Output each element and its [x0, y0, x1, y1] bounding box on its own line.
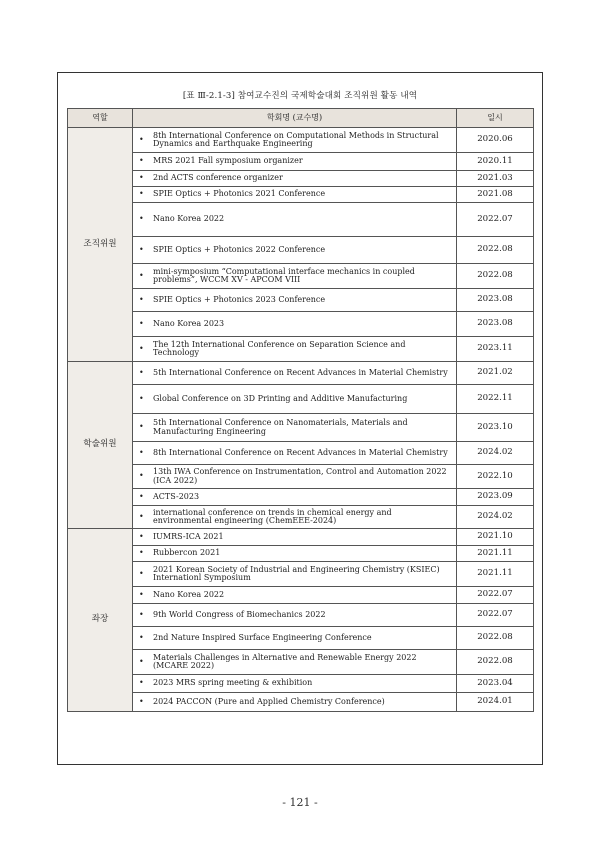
- conference-name: 5th International Conference on Nanomaterials, Materials and Manufacturing Engineering: [153, 418, 408, 436]
- conference-cell: [133, 675, 457, 693]
- table-row: [68, 627, 534, 650]
- conference-cell: [133, 414, 457, 442]
- conference-name: The 12th International Conference on Separation Science and Technology: [153, 339, 406, 357]
- date-cell: 2022.08: [457, 264, 534, 289]
- date-cell: 2022.08: [457, 650, 534, 675]
- table-row: [68, 546, 534, 562]
- date-cell: 2023.08: [457, 289, 534, 312]
- bullet-icon: •: [139, 589, 144, 599]
- role-cell: 조직위원: [68, 128, 133, 362]
- bullet-icon: •: [139, 367, 144, 377]
- table-row: [68, 385, 534, 414]
- conference-name: SPIE Optics + Photonics 2022 Conference: [153, 244, 326, 254]
- bullet-icon: •: [139, 511, 144, 521]
- conference-name: 5th International Conference on Recent Advances in Material Chemistry: [153, 367, 448, 377]
- table-row: [68, 171, 534, 187]
- bullet-icon: •: [139, 568, 144, 578]
- date-cell: 2022.11: [457, 385, 534, 414]
- table-header-row: [68, 109, 534, 128]
- bullet-icon: •: [139, 609, 144, 619]
- bullet-icon: •: [139, 173, 144, 183]
- table-row: [68, 187, 534, 203]
- conference-cell: [133, 587, 457, 604]
- header-conference: 학회명 (교수명): [133, 109, 457, 128]
- date-cell: 2021.02: [457, 362, 534, 385]
- role-cell: 좌장: [68, 529, 133, 712]
- table-row: [68, 312, 534, 337]
- bullet-icon: •: [139, 270, 144, 280]
- document-frame: [57, 72, 543, 765]
- date-cell: 2024.01: [457, 693, 534, 712]
- conference-cell: [133, 312, 457, 337]
- committee-activity-table: [67, 108, 534, 712]
- conference-name: SPIE Optics + Photonics 2023 Conference: [153, 294, 326, 304]
- bullet-icon: •: [139, 343, 144, 353]
- bullet-icon: •: [139, 678, 144, 688]
- date-cell: 2020.06: [457, 128, 534, 153]
- conference-name: Nano Korea 2022: [153, 589, 225, 599]
- conference-name: Global Conference on 3D Printing and Additive Manufacturing: [153, 393, 408, 403]
- table-row: [68, 529, 534, 546]
- table-row: [68, 362, 534, 385]
- bullet-icon: •: [139, 318, 144, 328]
- bullet-icon: •: [139, 156, 144, 166]
- conference-name: 2023 MRS spring meeting & exhibition: [153, 678, 313, 688]
- table-caption: [표 Ⅲ-2.1-3] 참여교수진의 국제학술대회 조직위원 활동 내역: [182, 91, 418, 101]
- table-row: [68, 562, 534, 587]
- bullet-icon: •: [139, 696, 144, 706]
- bullet-icon: •: [139, 491, 144, 501]
- conference-name: 8th International Conference on Recent Advances in Material Chemistry: [153, 447, 448, 457]
- conference-name: SPIE Optics + Photonics 2021 Conference: [153, 189, 326, 199]
- conference-name: ACTS-2023: [153, 491, 200, 501]
- conference-cell: [133, 489, 457, 506]
- date-cell: 2024.02: [457, 506, 534, 529]
- conference-name: 9th World Congress of Biomechanics 2022: [153, 609, 326, 619]
- date-cell: 2020.11: [457, 153, 534, 171]
- table-row: [68, 506, 534, 529]
- conference-name: Materials Challenges in Alternative and Renewable Energy 2022 (MCARE 2022): [153, 652, 417, 670]
- table-row: [68, 237, 534, 264]
- table-row: [68, 604, 534, 627]
- conference-cell: [133, 362, 457, 385]
- bullet-icon: •: [139, 244, 144, 254]
- conference-name: Nano Korea 2023: [153, 318, 225, 328]
- conference-cell: [133, 506, 457, 529]
- conference-cell: [133, 650, 457, 675]
- bullet-icon: •: [139, 447, 144, 457]
- bullet-icon: •: [139, 294, 144, 304]
- date-cell: 2022.08: [457, 237, 534, 264]
- bullet-icon: •: [139, 422, 144, 432]
- date-cell: 2024.02: [457, 442, 534, 465]
- table-row: [68, 442, 534, 465]
- date-cell: 2022.07: [457, 587, 534, 604]
- bullet-icon: •: [139, 656, 144, 666]
- conference-name: IUMRS-ICA 2021: [153, 531, 224, 541]
- conference-name: 2nd ACTS conference organizer: [153, 173, 283, 183]
- date-cell: 2021.11: [457, 546, 534, 562]
- table-row: [68, 128, 534, 153]
- conference-cell: [133, 289, 457, 312]
- table-row: [68, 693, 534, 712]
- conference-name: MRS 2021 Fall symposium organizer: [153, 156, 303, 166]
- conference-cell: [133, 153, 457, 171]
- conference-name: 8th International Conference on Computational Methods in Structural Dynamics and Earthquake Engineering: [153, 130, 439, 148]
- table-row: [68, 337, 534, 362]
- conference-name: Nano Korea 2022: [153, 214, 225, 224]
- conference-name: 2nd Nature Inspired Surface Engineering Conference: [153, 632, 372, 642]
- date-cell: 2021.11: [457, 562, 534, 587]
- table-row: [68, 465, 534, 489]
- conference-cell: [133, 442, 457, 465]
- conference-cell: [133, 465, 457, 489]
- conference-cell: [133, 562, 457, 587]
- conference-cell: [133, 627, 457, 650]
- date-cell: 2021.10: [457, 529, 534, 546]
- conference-name: 2021 Korean Society of Industrial and Engineering Chemistry (KSIEC) Internationl Symposium: [153, 564, 440, 582]
- table-row: [68, 587, 534, 604]
- table-row: [68, 203, 534, 237]
- conference-cell: [133, 187, 457, 203]
- date-cell: 2022.08: [457, 627, 534, 650]
- conference-cell: [133, 337, 457, 362]
- conference-cell: [133, 604, 457, 627]
- bullet-icon: •: [139, 134, 144, 144]
- conference-cell: [133, 385, 457, 414]
- date-cell: 2023.09: [457, 489, 534, 506]
- table-row: [68, 675, 534, 693]
- conference-cell: [133, 128, 457, 153]
- date-cell: 2022.10: [457, 465, 534, 489]
- page-number: - 121 -: [282, 796, 318, 809]
- date-cell: 2023.08: [457, 312, 534, 337]
- conference-name: international conference on trends in chemical energy and environmental engineering (ChemEEE-2024): [153, 507, 392, 525]
- bullet-icon: •: [139, 393, 144, 403]
- date-cell: 2021.03: [457, 171, 534, 187]
- table-row: [68, 650, 534, 675]
- table-body: [68, 128, 534, 712]
- date-cell: 2023.04: [457, 675, 534, 693]
- conference-name: mini-symposium “Computational interface mechanics in coupled problems”, WCCM XV - APCOM VIII: [153, 266, 415, 284]
- date-cell: 2022.07: [457, 604, 534, 627]
- conference-cell: [133, 546, 457, 562]
- table-row: [68, 153, 534, 171]
- header-date: 일시: [457, 109, 534, 128]
- bullet-icon: •: [139, 632, 144, 642]
- bullet-icon: •: [139, 531, 144, 541]
- date-cell: 2023.10: [457, 414, 534, 442]
- table-row: [68, 414, 534, 442]
- bullet-icon: •: [139, 189, 144, 199]
- header-role: 역할: [68, 109, 133, 128]
- date-cell: 2023.11: [457, 337, 534, 362]
- table-row: [68, 289, 534, 312]
- bullet-icon: •: [139, 471, 144, 481]
- role-cell: 학술위원: [68, 362, 133, 529]
- conference-cell: [133, 264, 457, 289]
- date-cell: 2022.07: [457, 203, 534, 237]
- conference-name: 2024 PACCON (Pure and Applied Chemistry Conference): [153, 696, 385, 706]
- table-row: [68, 264, 534, 289]
- bullet-icon: •: [139, 214, 144, 224]
- conference-cell: [133, 171, 457, 187]
- table-row: [68, 489, 534, 506]
- conference-cell: [133, 529, 457, 546]
- bullet-icon: •: [139, 548, 144, 558]
- conference-cell: [133, 203, 457, 237]
- date-cell: 2021.08: [457, 187, 534, 203]
- conference-name: 13th IWA Conference on Instrumentation, Control and Automation 2022 (ICA 2022): [153, 467, 447, 485]
- conference-cell: [133, 693, 457, 712]
- conference-name: Rubbercon 2021: [153, 548, 221, 558]
- conference-cell: [133, 237, 457, 264]
